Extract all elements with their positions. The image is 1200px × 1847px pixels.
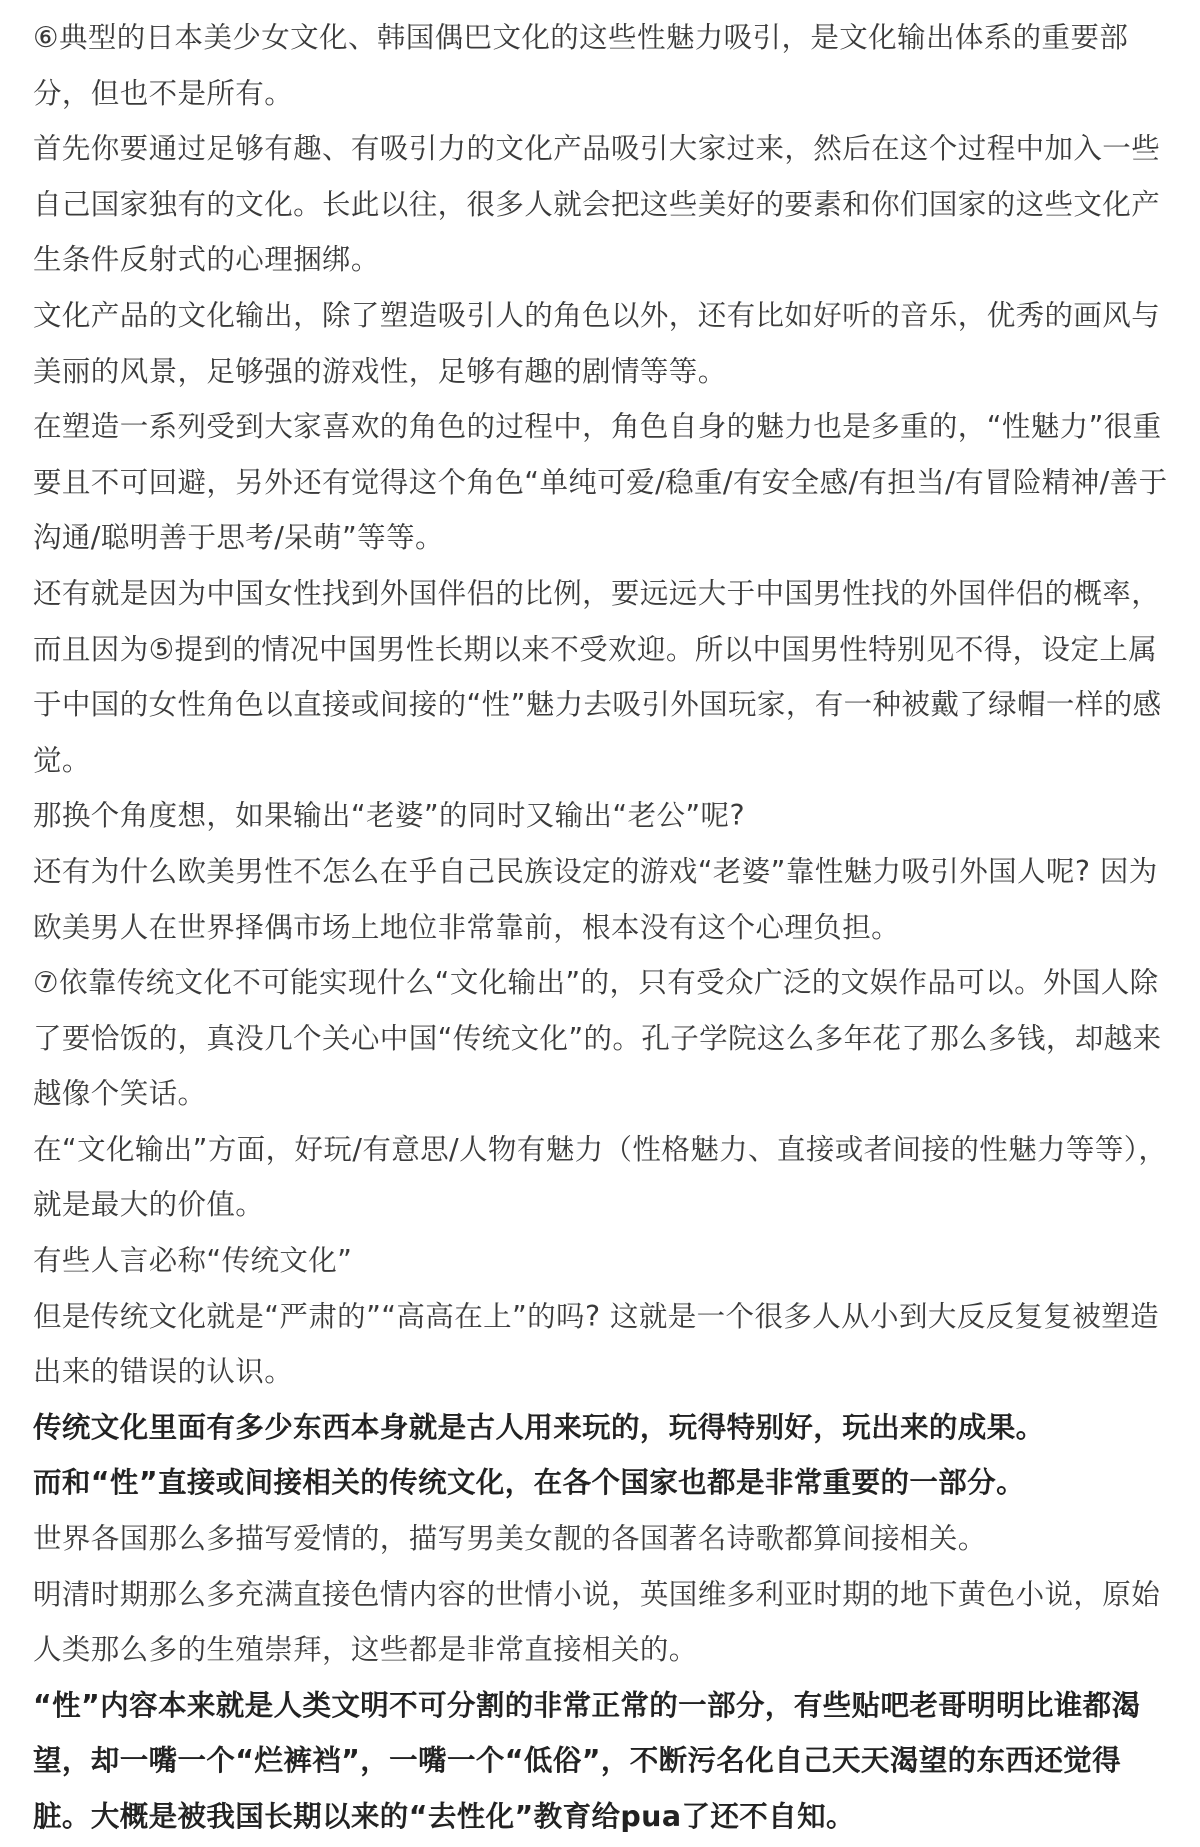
paragraph: 还有为什么欧美男性不怎么在乎自己民族设定的游戏“老婆”靠性魅力吸引外国人呢? 因为欧美男人在世界择偶市场上地位非常靠前，根本没有这个心理负担。: [33, 854, 1158, 944]
paragraph: ⑥典型的日本美少女文化、韩国偶巴文化的这些性魅力吸引，是文化输出体系的重要部分，但也不是所有。: [33, 21, 1129, 110]
paragraph: 还有就是因为中国女性找到外国伴侣的比例，要远远大于中国男性找的外国伴侣的概率，而且因为⑤提到的情况中国男性长期以来不受欢迎。所以中国男性特别见不得，设定上属于中国的女性角色以直接或间接的“性”魅力去吸引外国玩家，有一种被戴了绿帽一样的感觉。: [33, 576, 1162, 777]
paragraph: 在“文化输出”方面，好玩/有意思/人物有魅力（性格魅力、直接或者间接的性魅力等等），就是最大的价值。: [33, 1132, 1168, 1222]
paragraph: 明清时期那么多充满直接色情内容的世情小说，英国维多利亚时期的地下黄色小说，原始人类那么多的生殖崇拜，这些都是非常直接相关的。: [33, 1577, 1161, 1667]
paragraph: 世界各国那么多描写爱情的，描写男美女靓的各国著名诗歌都算间接相关。: [33, 1522, 987, 1556]
paragraph: 文化产品的文化输出，除了塑造吸引人的角色以外，还有比如好听的音乐，优秀的画风与美丽的风景，足够强的游戏性，足够有趣的剧情等等。: [33, 298, 1161, 388]
paragraph: ⑦依靠传统文化不可能实现什么“文化输出”的，只有受众广泛的文娱作品可以。外国人除了要恰饭的，真没几个关心中国“传统文化”的。孔子学院这么多年花了那么多钱，却越来越像个笑话。: [33, 966, 1162, 1111]
paragraph: 但是传统文化就是“严肃的”“高高在上”的吗? 这就是一个很多人从小到大反反复复被塑造出来的错误的认识。: [33, 1299, 1160, 1389]
paragraph: 在塑造一系列受到大家喜欢的角色的过程中，角色自身的魅力也是多重的，“性魅力”很重要且不可回避，另外还有觉得这个角色“单纯可爱/稳重/有安全感/有担当/有冒险精神/善于沟通/聪明善于思考/呆萌”等等。: [33, 410, 1168, 555]
article-body: [33, 10, 1173, 1845]
paragraph: 有些人言必称“传统文化”: [33, 1244, 353, 1278]
paragraph: 首先你要通过足够有趣、有吸引力的文化产品吸引大家过来，然后在这个过程中加入一些自己国家独有的文化。长此以往，很多人就会把这些美好的要素和你们国家的这些文化产生条件反射式的心理捆绑。: [33, 132, 1161, 277]
bold-paragraph: “性”内容本来就是人类文明不可分割的非常正常的一部分，有些贴吧老哥明明比谁都渴望，却一嘴一个“烂裤裆”，一嘴一个“低俗”，不断污名化自己天天渴望的东西还觉得脏。大概是被我国长期以来的“去性化”教育给pua了还不自知。: [33, 1688, 1141, 1833]
bold-paragraph: 而和“性”直接或间接相关的传统文化，在各个国家也都是非常重要的一部分。: [33, 1466, 1025, 1500]
paragraph: 那换个角度想，如果输出“老婆”的同时又输出“老公”呢?: [33, 799, 745, 833]
bold-paragraph: 传统文化里面有多少东西本身就是古人用来玩的，玩得特别好，玩出来的成果。: [33, 1410, 1045, 1444]
